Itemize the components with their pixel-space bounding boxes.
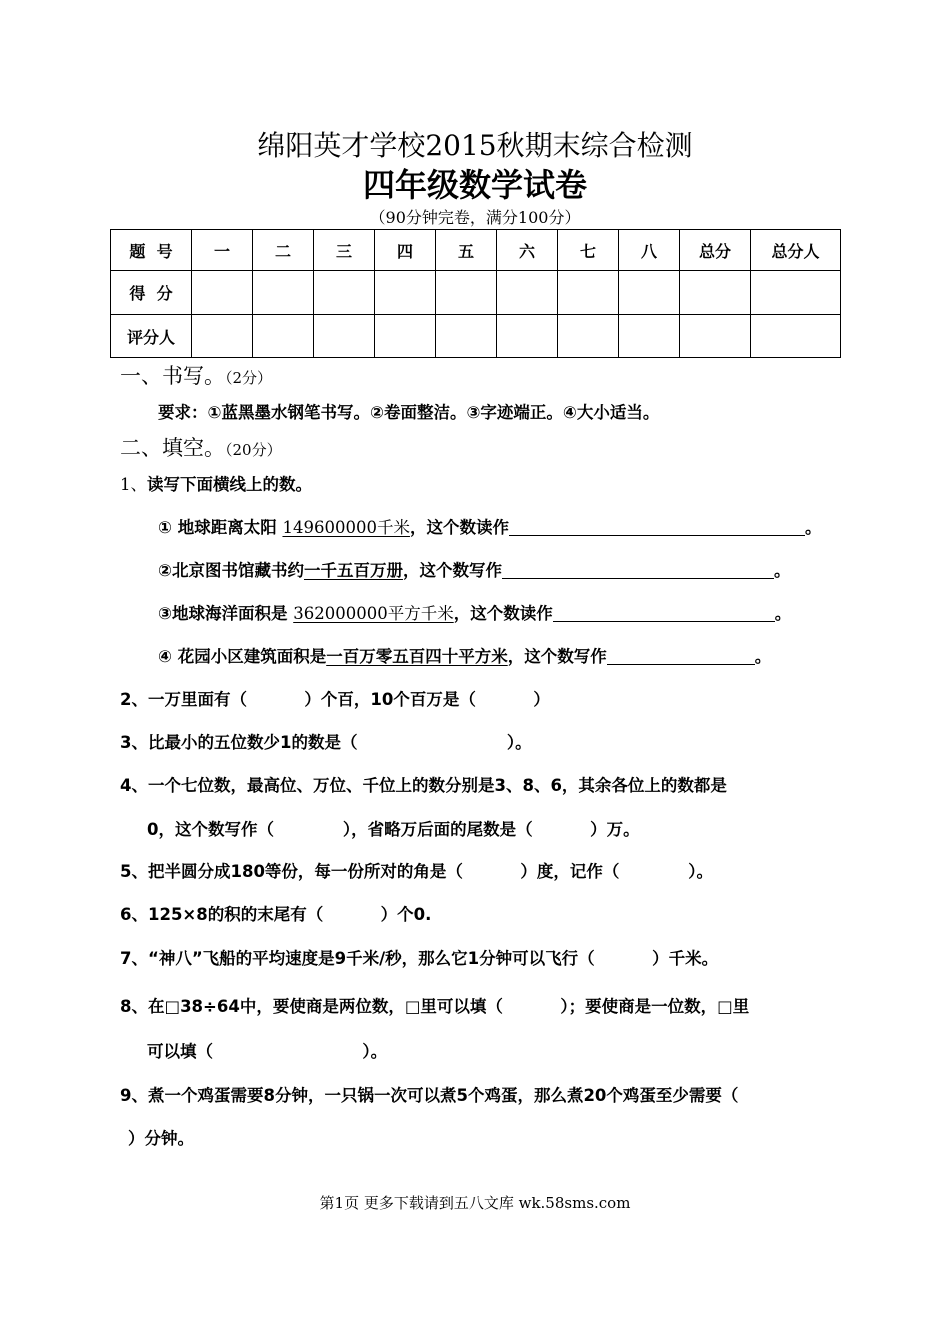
score-cell[interactable] <box>436 271 497 315</box>
score-cell[interactable] <box>497 271 558 315</box>
answer-blank[interactable] <box>502 560 774 579</box>
question-text: 读写下面横线上的数。 <box>147 475 312 494</box>
q1a-prefix: ① 地球距离太阳 <box>158 518 283 537</box>
q1b-suffix: ，这个数写作 <box>402 561 502 580</box>
question-1b <box>158 557 790 581</box>
q1d-end: 。 <box>754 647 772 666</box>
section-2-heading <box>120 432 282 462</box>
section-1-heading <box>120 360 272 390</box>
score-table-header-row <box>111 230 841 271</box>
header-cell: 五 <box>436 230 497 271</box>
score-row <box>111 271 841 315</box>
question-1 <box>120 471 312 495</box>
header-cell: 八 <box>619 230 680 271</box>
grader-cell[interactable] <box>314 315 375 358</box>
q1b-prefix: ②北京图书馆藏书约 <box>158 561 304 580</box>
question-1a <box>158 514 821 538</box>
grader-cell[interactable] <box>558 315 619 358</box>
question-9-line-2: ）分钟。 <box>128 1129 194 1148</box>
answer-blank[interactable] <box>607 646 755 665</box>
question-5: 5、把半圆分成180等份，每一份所对的角是（ ）度，记作（ ）。 <box>120 862 714 881</box>
q1d-underlined-number: 一百万零五百四十平方米 <box>326 647 508 666</box>
question-4-line-1: 4、一个七位数，最高位、万位、千位上的数分别是3、8、6，其余各位上的数都是 <box>120 776 727 795</box>
header-cell: 三 <box>314 230 375 271</box>
grader-cell[interactable] <box>680 315 751 358</box>
question-1c <box>158 600 791 624</box>
q1c-prefix: ③地球海洋面积是 <box>158 604 294 623</box>
grader-row <box>111 315 841 358</box>
question-1d <box>158 643 771 667</box>
grader-cell[interactable] <box>436 315 497 358</box>
question-3: 3、比最小的五位数少1的数是（ ）。 <box>120 733 532 752</box>
exam-subtitle: （90分钟完卷，满分100分） <box>369 208 581 227</box>
section-1-requirement: 要求：①蓝黑墨水钢笔书写。②卷面整洁。③字迹端正。④大小适当。 <box>158 403 660 422</box>
header-cell: 二 <box>253 230 314 271</box>
q1c-underlined-number: 362000000平方千米 <box>293 604 454 623</box>
score-cell[interactable] <box>680 271 751 315</box>
score-cell[interactable] <box>253 271 314 315</box>
question-2: 2、一万里面有（ ）个百，10个百万是（ ） <box>120 690 550 709</box>
answer-blank[interactable] <box>509 517 805 536</box>
grader-cell[interactable] <box>375 315 436 358</box>
grader-cell[interactable] <box>253 315 314 358</box>
score-cell[interactable] <box>375 271 436 315</box>
page-footer: 第1页 更多下载请到五八文库 wk.58sms.com <box>319 1194 631 1212</box>
header-cell: 总分 <box>680 230 751 271</box>
section-2-points: （20分） <box>225 441 282 459</box>
header-cell: 一 <box>192 230 253 271</box>
row-label: 得 分 <box>111 271 192 315</box>
score-cell[interactable] <box>192 271 253 315</box>
question-8-line-2: 可以填（ ）。 <box>147 1042 388 1061</box>
question-9-line-1: 9、煮一个鸡蛋需要8分钟，一只锅一次可以煮5个鸡蛋，那么煮20个鸡蛋至少需要（ <box>120 1086 739 1105</box>
question-7: 7、“神八”飞船的平均速度是9千米/秒，那么它1分钟可以飞行（ ）千米。 <box>120 949 719 968</box>
score-cell[interactable] <box>751 271 841 315</box>
grader-cell[interactable] <box>497 315 558 358</box>
header-cell: 七 <box>558 230 619 271</box>
q1c-suffix: ，这个数读作 <box>453 604 553 623</box>
question-6: 6、125×8的积的末尾有（ ）个0. <box>120 905 432 924</box>
header-cell: 四 <box>375 230 436 271</box>
q1a-suffix: ，这个数读作 <box>409 518 509 537</box>
q1a-end: 。 <box>804 518 822 537</box>
exam-title: 四年级数学试卷 <box>362 166 587 204</box>
section-1-points: （2分） <box>225 369 273 387</box>
question-8-line-1: 8、在□38÷64中，要使商是两位数，□里可以填（ ）；要使商是一位数，□里 <box>120 997 750 1016</box>
score-table <box>110 229 841 358</box>
grader-cell[interactable] <box>619 315 680 358</box>
section-2-title: 二、填空。 <box>120 436 225 460</box>
score-cell[interactable] <box>619 271 680 315</box>
q1d-suffix: ，这个数写作 <box>507 647 607 666</box>
q1c-end: 。 <box>774 604 792 623</box>
grader-cell[interactable] <box>192 315 253 358</box>
question-4-line-2: 0，这个数写作（ ），省略万后面的尾数是（ ）万。 <box>147 820 640 839</box>
header-cell: 题 号 <box>111 230 192 271</box>
q1a-underlined-number: 149600000千米 <box>282 518 410 537</box>
question-number: 1、 <box>120 475 147 494</box>
score-cell[interactable] <box>314 271 375 315</box>
header-cell: 总分人 <box>751 230 841 271</box>
q1b-end: 。 <box>773 561 791 580</box>
header-cell: 六 <box>497 230 558 271</box>
q1d-prefix: ④ 花园小区建筑面积是 <box>158 647 327 666</box>
grader-cell[interactable] <box>751 315 841 358</box>
q1b-underlined-number: 一千五百万册 <box>303 561 403 580</box>
row-label: 评分人 <box>111 315 192 358</box>
section-1-title: 一、书写。 <box>120 364 225 388</box>
school-title: 绵阳英才学校2015秋期末综合检测 <box>257 129 693 162</box>
answer-blank[interactable] <box>553 603 775 622</box>
score-cell[interactable] <box>558 271 619 315</box>
